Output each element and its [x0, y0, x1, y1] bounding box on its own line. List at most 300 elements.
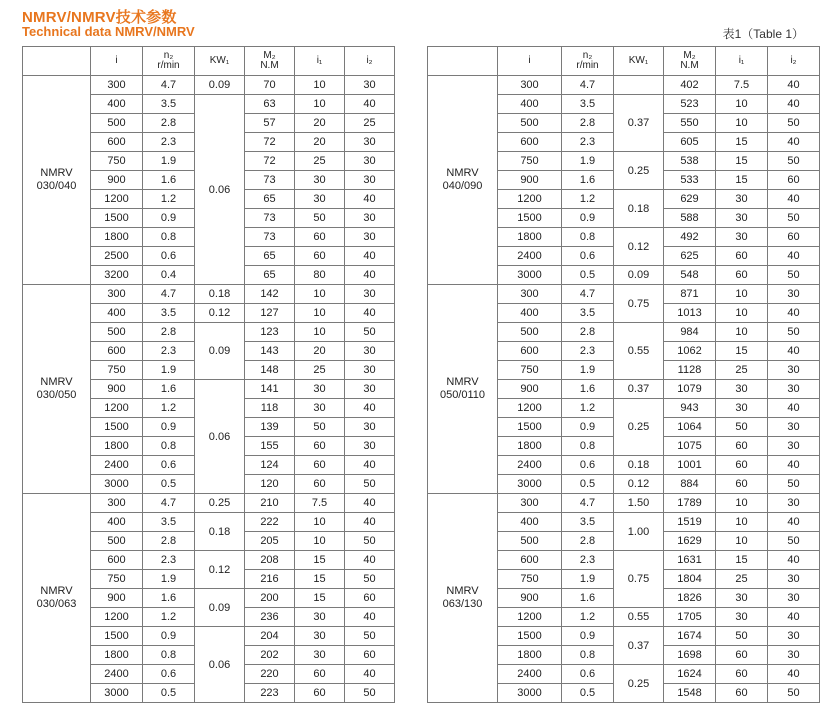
- ratio-cell: 400: [91, 513, 143, 532]
- power-cell: 0.75: [614, 285, 664, 323]
- header-kw1: KW₁: [614, 47, 664, 76]
- torque-cell: 533: [664, 171, 716, 190]
- ratio2-cell: 30: [345, 209, 395, 228]
- speed-cell: 0.5: [143, 684, 195, 703]
- speed-cell: 2.8: [562, 323, 614, 342]
- model-cell: NMRV 050/0110: [428, 285, 498, 494]
- power-cell: 0.09: [195, 76, 245, 95]
- ratio-cell: 600: [91, 133, 143, 152]
- ratio1-cell: 10: [716, 304, 768, 323]
- ratio1-cell: 20: [295, 342, 345, 361]
- torque-cell: 72: [245, 152, 295, 171]
- speed-cell: 2.3: [562, 342, 614, 361]
- speed-cell: 3.5: [143, 304, 195, 323]
- speed-cell: 0.9: [562, 627, 614, 646]
- ratio1-cell: 20: [295, 114, 345, 133]
- power-cell: 0.09: [195, 323, 245, 380]
- header-i1: i₁: [295, 47, 345, 76]
- torque-cell: 1128: [664, 361, 716, 380]
- ratio1-cell: 30: [295, 646, 345, 665]
- ratio2-cell: 40: [345, 247, 395, 266]
- speed-cell: 4.7: [143, 76, 195, 95]
- model-cell: NMRV 040/090: [428, 76, 498, 285]
- ratio-cell: 400: [498, 304, 562, 323]
- speed-cell: 2.8: [562, 532, 614, 551]
- ratio2-cell: 40: [345, 513, 395, 532]
- ratio-cell: 900: [498, 171, 562, 190]
- ratio-cell: 3000: [498, 475, 562, 494]
- ratio-cell: 1800: [91, 437, 143, 456]
- ratio-cell: 300: [91, 494, 143, 513]
- torque-cell: 65: [245, 266, 295, 285]
- speed-cell: 3.5: [562, 95, 614, 114]
- table-row: [428, 76, 820, 95]
- power-cell: 0.12: [195, 304, 245, 323]
- ratio2-cell: 30: [768, 646, 820, 665]
- ratio2-cell: 40: [768, 247, 820, 266]
- ratio-cell: 750: [498, 570, 562, 589]
- torque-cell: 943: [664, 399, 716, 418]
- ratio-cell: 500: [498, 114, 562, 133]
- speed-cell: 0.6: [143, 665, 195, 684]
- speed-cell: 1.2: [143, 399, 195, 418]
- ratio-cell: 1500: [91, 627, 143, 646]
- power-cell: 0.37: [614, 380, 664, 399]
- header-n2: n₂ r/min: [143, 47, 195, 76]
- torque-cell: 204: [245, 627, 295, 646]
- ratio2-cell: 40: [768, 133, 820, 152]
- torque-cell: 492: [664, 228, 716, 247]
- speed-cell: 2.8: [143, 323, 195, 342]
- ratio1-cell: 50: [295, 209, 345, 228]
- torque-cell: 1079: [664, 380, 716, 399]
- ratio2-cell: 25: [345, 114, 395, 133]
- ratio2-cell: 30: [768, 285, 820, 304]
- power-cell: 0.18: [195, 513, 245, 551]
- ratio1-cell: 15: [716, 171, 768, 190]
- power-cell: 0.55: [614, 323, 664, 380]
- ratio1-cell: 10: [716, 114, 768, 133]
- ratio1-cell: 30: [295, 608, 345, 627]
- ratio2-cell: 30: [768, 627, 820, 646]
- ratio1-cell: 25: [295, 152, 345, 171]
- speed-cell: 1.9: [143, 361, 195, 380]
- ratio2-cell: 40: [768, 95, 820, 114]
- speed-cell: 1.9: [562, 152, 614, 171]
- torque-cell: 142: [245, 285, 295, 304]
- ratio1-cell: 10: [295, 76, 345, 95]
- speed-cell: 0.6: [562, 665, 614, 684]
- ratio1-cell: 30: [716, 190, 768, 209]
- speed-cell: 0.5: [562, 475, 614, 494]
- ratio2-cell: 60: [768, 171, 820, 190]
- torque-cell: 588: [664, 209, 716, 228]
- speed-cell: 2.3: [143, 342, 195, 361]
- ratio1-cell: 30: [716, 209, 768, 228]
- torque-cell: 1789: [664, 494, 716, 513]
- torque-cell: 139: [245, 418, 295, 437]
- ratio2-cell: 50: [345, 627, 395, 646]
- speed-cell: 1.6: [143, 589, 195, 608]
- table-number: 表1（Table 1）: [722, 27, 804, 41]
- ratio1-cell: 7.5: [716, 76, 768, 95]
- power-cell: 0.25: [614, 152, 664, 190]
- speed-cell: 1.2: [143, 190, 195, 209]
- power-cell: 0.55: [614, 608, 664, 627]
- torque-cell: 73: [245, 171, 295, 190]
- torque-cell: 1519: [664, 513, 716, 532]
- torque-cell: 72: [245, 133, 295, 152]
- ratio1-cell: 20: [295, 133, 345, 152]
- ratio-cell: 500: [91, 114, 143, 133]
- ratio1-cell: 25: [716, 361, 768, 380]
- ratio1-cell: 60: [295, 665, 345, 684]
- speed-cell: 4.7: [143, 285, 195, 304]
- speed-cell: 3.5: [143, 513, 195, 532]
- ratio2-cell: 30: [345, 342, 395, 361]
- ratio2-cell: 50: [345, 532, 395, 551]
- speed-cell: 0.4: [143, 266, 195, 285]
- ratio-cell: 300: [498, 494, 562, 513]
- ratio2-cell: 30: [345, 285, 395, 304]
- ratio-cell: 750: [498, 152, 562, 171]
- ratio1-cell: 10: [716, 532, 768, 551]
- torque-cell: 73: [245, 228, 295, 247]
- power-cell: 0.12: [614, 475, 664, 494]
- power-cell: 0.12: [614, 228, 664, 266]
- table-header-row: [23, 47, 395, 76]
- torque-cell: 118: [245, 399, 295, 418]
- ratio2-cell: 40: [768, 551, 820, 570]
- ratio1-cell: 10: [716, 95, 768, 114]
- ratio2-cell: 60: [345, 589, 395, 608]
- speed-cell: 0.6: [143, 247, 195, 266]
- ratio1-cell: 10: [716, 323, 768, 342]
- power-cell: 0.12: [195, 551, 245, 589]
- ratio-cell: 600: [91, 551, 143, 570]
- ratio-cell: 1500: [91, 418, 143, 437]
- header-i2: i₂: [768, 47, 820, 76]
- ratio2-cell: 40: [768, 342, 820, 361]
- speed-cell: 4.7: [562, 76, 614, 95]
- ratio1-cell: 30: [295, 627, 345, 646]
- torque-cell: 236: [245, 608, 295, 627]
- ratio-cell: 750: [91, 570, 143, 589]
- ratio1-cell: 10: [295, 95, 345, 114]
- ratio1-cell: 30: [716, 380, 768, 399]
- torque-cell: 220: [245, 665, 295, 684]
- ratio-cell: 1500: [498, 627, 562, 646]
- header-i1: i₁: [716, 47, 768, 76]
- speed-cell: 0.8: [562, 646, 614, 665]
- torque-cell: 1698: [664, 646, 716, 665]
- header-model: [428, 47, 498, 76]
- ratio2-cell: 40: [345, 304, 395, 323]
- speed-cell: 1.2: [562, 608, 614, 627]
- torque-cell: 70: [245, 76, 295, 95]
- ratio-cell: 300: [91, 76, 143, 95]
- power-cell: 0.25: [614, 665, 664, 703]
- ratio1-cell: 50: [716, 627, 768, 646]
- ratio-cell: 2400: [498, 456, 562, 475]
- ratio1-cell: 30: [295, 399, 345, 418]
- ratio-cell: 2400: [498, 247, 562, 266]
- power-cell: 0.09: [614, 266, 664, 285]
- speed-cell: 2.3: [143, 133, 195, 152]
- ratio2-cell: 30: [345, 361, 395, 380]
- ratio-cell: 1500: [498, 209, 562, 228]
- ratio1-cell: 10: [716, 494, 768, 513]
- speed-cell: 0.8: [562, 437, 614, 456]
- ratio1-cell: 60: [716, 665, 768, 684]
- ratio2-cell: 60: [768, 228, 820, 247]
- ratio-cell: 750: [91, 361, 143, 380]
- ratio1-cell: 60: [295, 456, 345, 475]
- ratio1-cell: 60: [295, 247, 345, 266]
- model-cell: NMRV 063/130: [428, 494, 498, 703]
- ratio1-cell: 60: [295, 437, 345, 456]
- speed-cell: 1.9: [562, 570, 614, 589]
- ratio-cell: 3000: [91, 475, 143, 494]
- ratio1-cell: 7.5: [295, 494, 345, 513]
- ratio-cell: 750: [498, 361, 562, 380]
- ratio2-cell: 40: [345, 494, 395, 513]
- speed-cell: 0.8: [562, 228, 614, 247]
- speed-cell: 0.8: [143, 646, 195, 665]
- speed-cell: 4.7: [143, 494, 195, 513]
- header-m2: M₂ N.M: [245, 47, 295, 76]
- ratio1-cell: 25: [716, 570, 768, 589]
- ratio2-cell: 30: [768, 570, 820, 589]
- ratio2-cell: 50: [768, 323, 820, 342]
- torque-cell: 1013: [664, 304, 716, 323]
- ratio1-cell: 50: [716, 418, 768, 437]
- ratio1-cell: 30: [716, 399, 768, 418]
- ratio-cell: 300: [498, 285, 562, 304]
- ratio1-cell: 30: [716, 608, 768, 627]
- speed-cell: 0.9: [562, 209, 614, 228]
- speed-cell: 2.3: [143, 551, 195, 570]
- header-i: i: [91, 47, 143, 76]
- ratio2-cell: 40: [768, 399, 820, 418]
- ratio1-cell: 30: [716, 228, 768, 247]
- ratio2-cell: 50: [345, 323, 395, 342]
- ratio-cell: 1200: [498, 608, 562, 627]
- ratio-cell: 3000: [91, 684, 143, 703]
- speed-cell: 1.6: [143, 380, 195, 399]
- speed-cell: 0.9: [143, 418, 195, 437]
- ratio1-cell: 10: [716, 285, 768, 304]
- torque-cell: 523: [664, 95, 716, 114]
- ratio2-cell: 30: [345, 437, 395, 456]
- ratio-cell: 400: [91, 95, 143, 114]
- torque-cell: 63: [245, 95, 295, 114]
- ratio2-cell: 40: [768, 76, 820, 95]
- speed-cell: 0.9: [562, 418, 614, 437]
- torque-cell: 884: [664, 475, 716, 494]
- ratio2-cell: 40: [768, 456, 820, 475]
- ratio2-cell: 50: [768, 475, 820, 494]
- ratio-cell: 1800: [498, 437, 562, 456]
- ratio2-cell: 40: [768, 665, 820, 684]
- ratio-cell: 1200: [91, 608, 143, 627]
- ratio2-cell: 40: [345, 266, 395, 285]
- torque-cell: 65: [245, 247, 295, 266]
- torque-cell: 1001: [664, 456, 716, 475]
- ratio1-cell: 15: [295, 589, 345, 608]
- ratio1-cell: 80: [295, 266, 345, 285]
- speed-cell: 1.6: [562, 380, 614, 399]
- ratio-cell: 500: [91, 323, 143, 342]
- ratio-cell: 900: [91, 171, 143, 190]
- speed-cell: 1.6: [143, 171, 195, 190]
- torque-cell: 127: [245, 304, 295, 323]
- ratio2-cell: 40: [345, 665, 395, 684]
- ratio-cell: 400: [498, 513, 562, 532]
- ratio1-cell: 15: [716, 152, 768, 171]
- speed-cell: 1.9: [143, 570, 195, 589]
- speed-cell: 3.5: [143, 95, 195, 114]
- ratio-cell: 600: [498, 551, 562, 570]
- ratio2-cell: 40: [345, 95, 395, 114]
- ratio2-cell: 30: [768, 380, 820, 399]
- table-header-row: [428, 47, 820, 76]
- torque-cell: 1705: [664, 608, 716, 627]
- power-cell: 0.06: [195, 95, 245, 285]
- header-kw1: KW₁: [195, 47, 245, 76]
- ratio1-cell: 60: [295, 475, 345, 494]
- torque-cell: 550: [664, 114, 716, 133]
- ratio-cell: 1500: [498, 418, 562, 437]
- power-cell: 0.18: [614, 456, 664, 475]
- ratio1-cell: 60: [295, 684, 345, 703]
- speed-cell: 3.5: [562, 513, 614, 532]
- power-cell: [614, 76, 664, 95]
- ratio-cell: 300: [91, 285, 143, 304]
- ratio1-cell: 50: [295, 418, 345, 437]
- ratio1-cell: 15: [716, 133, 768, 152]
- torque-cell: 155: [245, 437, 295, 456]
- ratio-cell: 2400: [91, 456, 143, 475]
- torque-cell: 200: [245, 589, 295, 608]
- header-i2: i₂: [345, 47, 395, 76]
- speed-cell: 3.5: [562, 304, 614, 323]
- ratio1-cell: 10: [295, 285, 345, 304]
- ratio-cell: 2500: [91, 247, 143, 266]
- ratio1-cell: 30: [295, 380, 345, 399]
- ratio-cell: 300: [498, 76, 562, 95]
- ratio-cell: 400: [498, 95, 562, 114]
- ratio2-cell: 50: [768, 684, 820, 703]
- ratio2-cell: 50: [768, 532, 820, 551]
- ratio1-cell: 10: [295, 532, 345, 551]
- ratio-cell: 2400: [91, 665, 143, 684]
- speed-cell: 0.9: [143, 209, 195, 228]
- speed-cell: 2.8: [143, 114, 195, 133]
- ratio-cell: 1500: [91, 209, 143, 228]
- ratio2-cell: 30: [345, 228, 395, 247]
- speed-cell: 2.3: [562, 133, 614, 152]
- ratio1-cell: 30: [716, 589, 768, 608]
- ratio-cell: 500: [498, 532, 562, 551]
- torque-cell: 148: [245, 361, 295, 380]
- ratio-cell: 900: [91, 589, 143, 608]
- speed-cell: 1.2: [562, 190, 614, 209]
- page-title-en: Technical data NMRV/NMRV: [22, 24, 195, 39]
- power-cell: 0.18: [195, 285, 245, 304]
- ratio-cell: 3000: [498, 266, 562, 285]
- torque-cell: 210: [245, 494, 295, 513]
- torque-cell: 1062: [664, 342, 716, 361]
- ratio-cell: 1200: [498, 190, 562, 209]
- ratio1-cell: 10: [716, 513, 768, 532]
- ratio2-cell: 40: [768, 190, 820, 209]
- speed-cell: 0.6: [562, 247, 614, 266]
- torque-cell: 1674: [664, 627, 716, 646]
- torque-cell: 1548: [664, 684, 716, 703]
- ratio2-cell: 40: [768, 513, 820, 532]
- power-cell: 0.06: [195, 380, 245, 494]
- header-i: i: [498, 47, 562, 76]
- torque-cell: 57: [245, 114, 295, 133]
- ratio-cell: 1200: [91, 190, 143, 209]
- ratio-cell: 3000: [498, 684, 562, 703]
- ratio1-cell: 60: [716, 456, 768, 475]
- torque-cell: 1064: [664, 418, 716, 437]
- ratio-cell: 1200: [91, 399, 143, 418]
- speed-cell: 0.6: [143, 456, 195, 475]
- ratio-cell: 900: [498, 380, 562, 399]
- power-cell: 1.00: [614, 513, 664, 551]
- power-cell: 0.06: [195, 627, 245, 703]
- model-cell: NMRV 030/050: [23, 285, 91, 494]
- ratio-cell: 900: [91, 380, 143, 399]
- ratio-cell: 1800: [498, 646, 562, 665]
- ratio1-cell: 10: [295, 323, 345, 342]
- speed-cell: 0.8: [143, 437, 195, 456]
- speed-cell: 1.9: [562, 361, 614, 380]
- speed-cell: 1.2: [143, 608, 195, 627]
- ratio1-cell: 60: [716, 475, 768, 494]
- torque-cell: 605: [664, 133, 716, 152]
- torque-cell: 1075: [664, 437, 716, 456]
- torque-cell: 1624: [664, 665, 716, 684]
- torque-cell: 222: [245, 513, 295, 532]
- ratio2-cell: 30: [345, 76, 395, 95]
- ratio1-cell: 10: [295, 513, 345, 532]
- speed-cell: 1.2: [562, 399, 614, 418]
- power-cell: 0.25: [614, 399, 664, 456]
- ratio-cell: 600: [498, 133, 562, 152]
- ratio2-cell: 50: [768, 152, 820, 171]
- speed-cell: 4.7: [562, 285, 614, 304]
- speed-cell: 2.8: [143, 532, 195, 551]
- speed-cell: 0.5: [562, 684, 614, 703]
- speed-cell: 0.8: [143, 228, 195, 247]
- ratio1-cell: 10: [295, 304, 345, 323]
- ratio2-cell: 30: [768, 418, 820, 437]
- ratio2-cell: 30: [345, 418, 395, 437]
- ratio1-cell: 25: [295, 361, 345, 380]
- ratio1-cell: 30: [295, 171, 345, 190]
- table-row: [23, 285, 395, 304]
- torque-cell: 629: [664, 190, 716, 209]
- torque-cell: 1629: [664, 532, 716, 551]
- torque-cell: 538: [664, 152, 716, 171]
- power-cell: 1.50: [614, 494, 664, 513]
- torque-cell: 205: [245, 532, 295, 551]
- ratio2-cell: 30: [345, 133, 395, 152]
